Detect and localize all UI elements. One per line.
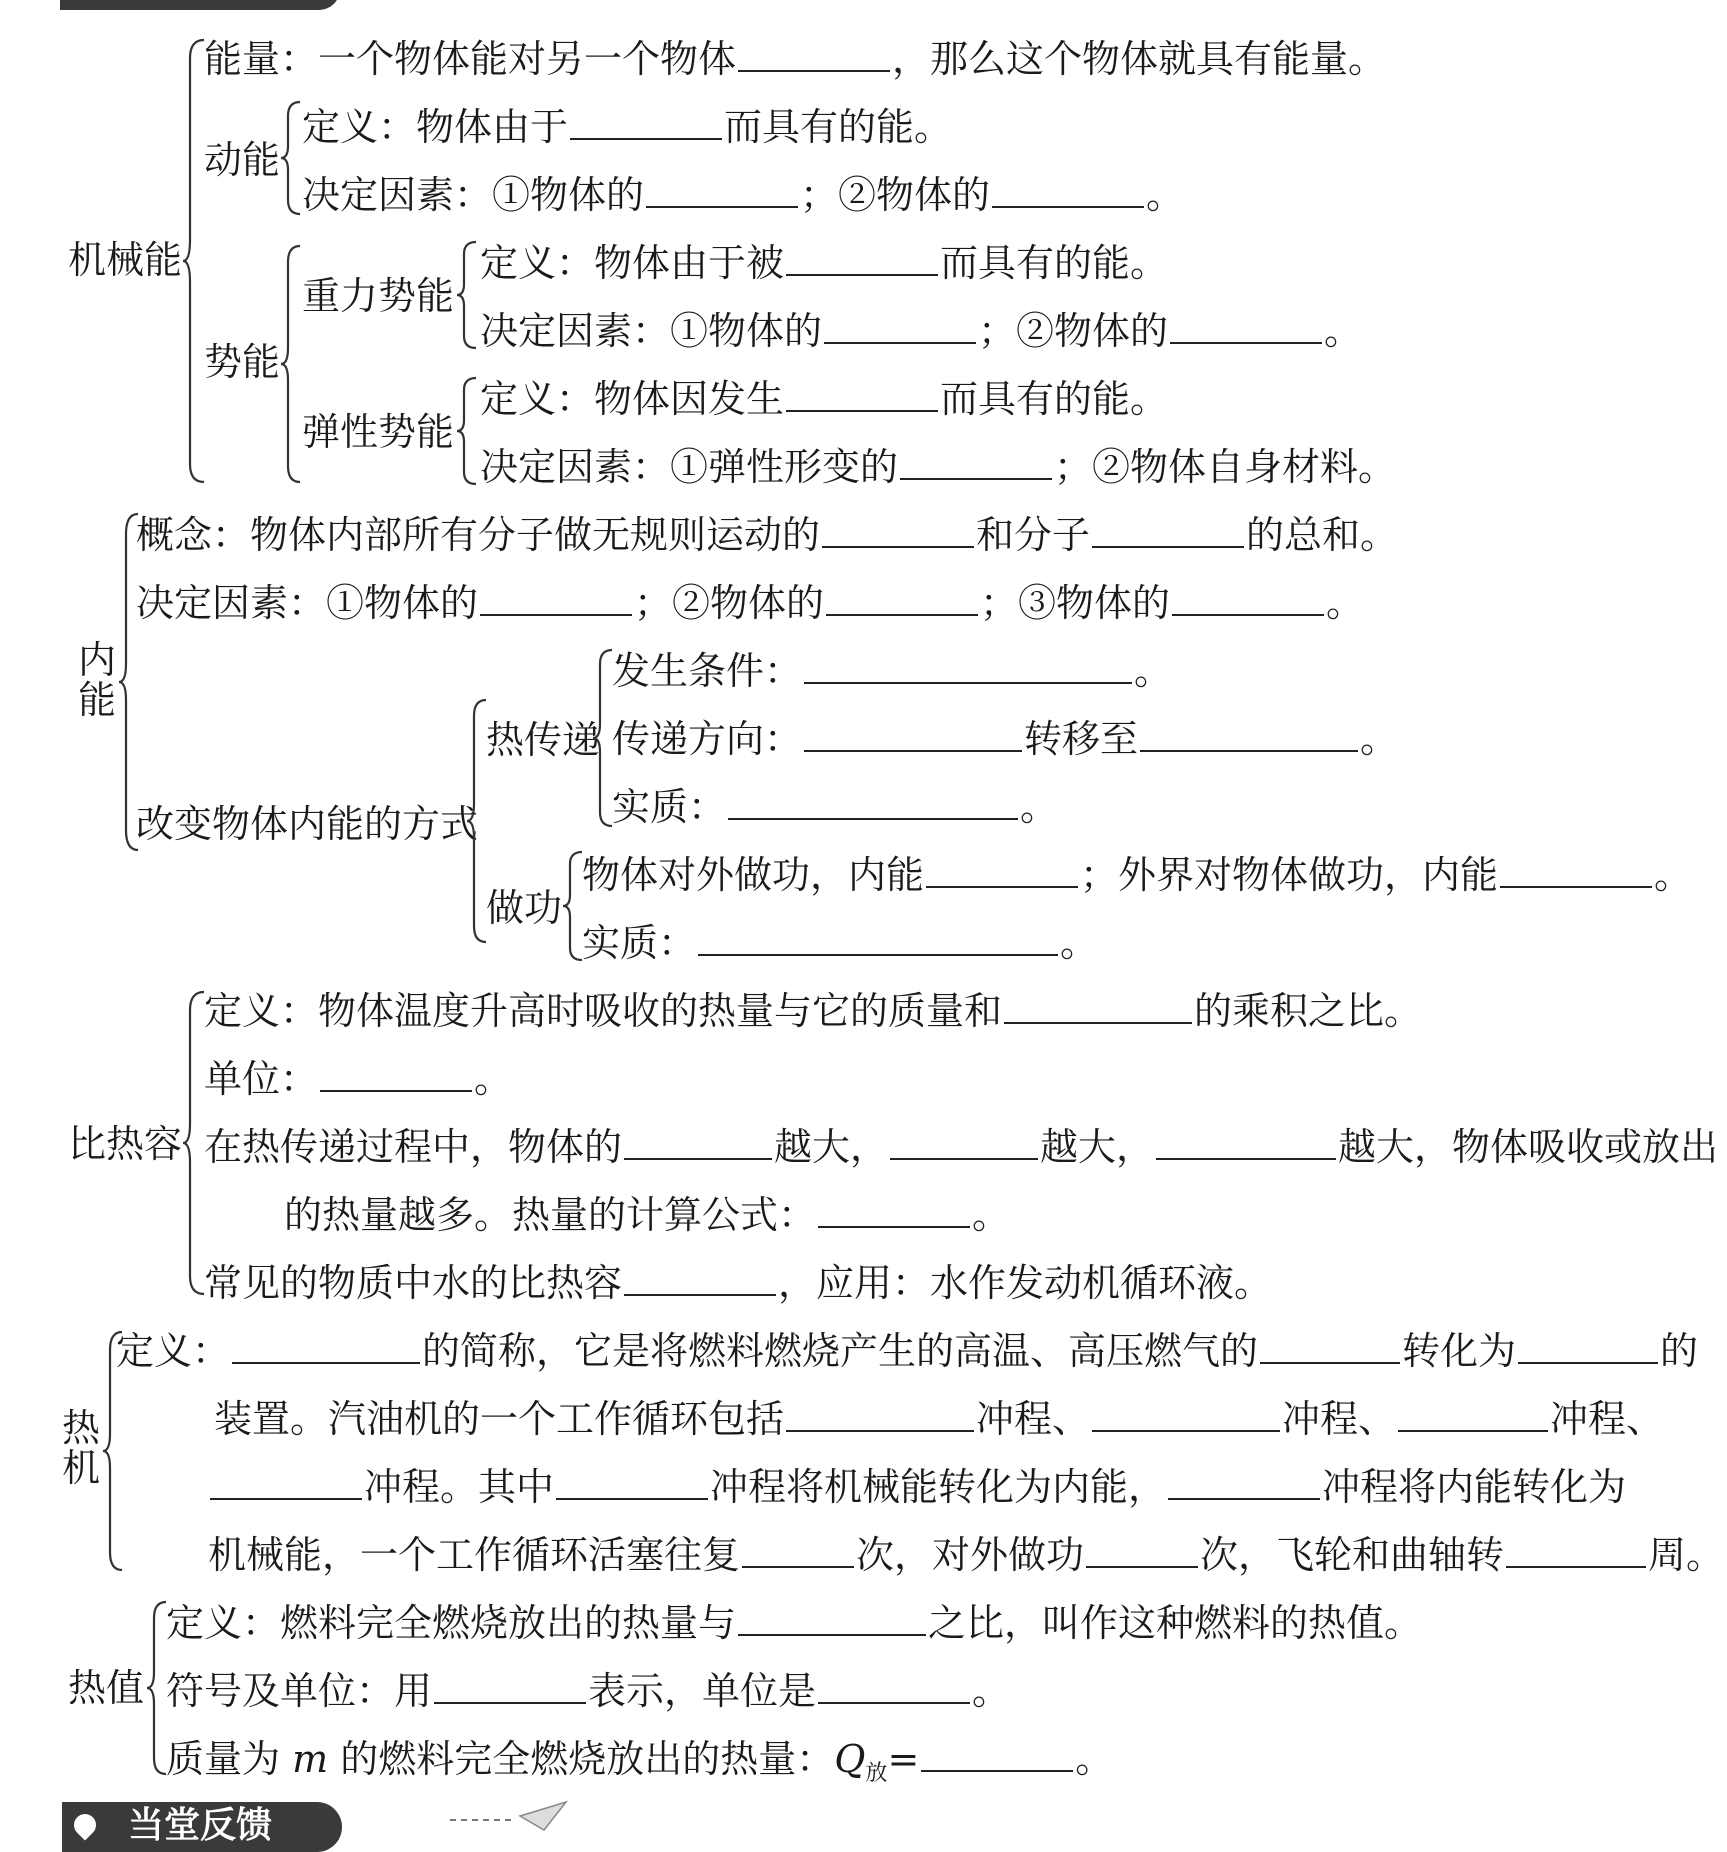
section-header-feedback [62, 1802, 342, 1852]
blank[interactable] [1170, 304, 1322, 344]
sh-def-line [204, 984, 1422, 1035]
elastic-def-line [480, 372, 1168, 423]
sh-formula-a: 的热量越多。热量的计算公式： [284, 1193, 817, 1237]
sh-formula-b: 。 [972, 1193, 1011, 1237]
blank[interactable] [210, 1460, 362, 1500]
he-l1-d: 的 [1660, 1329, 1699, 1373]
he-l2-a: 装置。汽油机的一个工作循环包括 [214, 1397, 785, 1441]
sh-transfer-c: 越大， [1040, 1125, 1155, 1169]
blank[interactable] [1398, 1392, 1548, 1432]
hv-def-line [166, 1596, 1422, 1647]
heat-symbol: Q [834, 1737, 866, 1781]
gravity-fac-a: 决定因素：①物体的 [480, 309, 823, 353]
sh-def-a: 定义：物体温度升高时吸收的热量与它的质量和 [204, 989, 1003, 1033]
concept-b: 和分子 [976, 513, 1091, 557]
he-l2-b: 冲程、 [976, 1397, 1091, 1441]
blank[interactable] [646, 168, 798, 208]
sh-unit-b: 。 [474, 1057, 513, 1101]
blank[interactable] [1518, 1324, 1658, 1364]
factor-c: ；③物体的 [980, 581, 1171, 625]
heat-subscript: 放 [865, 1761, 888, 1786]
blank[interactable] [742, 1528, 854, 1568]
blank[interactable] [624, 1256, 776, 1296]
gravity-def-b: 而具有的能。 [940, 241, 1169, 285]
mass-symbol: m [292, 1737, 329, 1781]
energy-line [204, 32, 1386, 83]
direction-a: 传递方向： [612, 717, 803, 761]
paper-plane-icon [440, 1796, 570, 1839]
elastic-brace [456, 376, 478, 486]
he-l1-a: 定义： [116, 1329, 231, 1373]
blank[interactable] [1172, 576, 1324, 616]
blank[interactable] [992, 168, 1144, 208]
concept-c: 的总和。 [1246, 513, 1399, 557]
work-line [582, 848, 1692, 899]
blank[interactable] [1506, 1528, 1646, 1568]
gravity-brace [456, 240, 478, 350]
blank[interactable] [738, 32, 890, 72]
blank[interactable] [786, 372, 938, 412]
he-line3 [208, 1460, 1626, 1511]
he-l1-b: 的简称，它是将燃料燃烧产生的高温、高压燃气的 [422, 1329, 1259, 1373]
elastic-fac-b: ；②物体自身材料。 [1054, 445, 1397, 489]
sh-transfer-line [204, 1120, 1718, 1171]
heat-essence-line [612, 780, 1058, 831]
hv-formula-a: 质量为 [166, 1737, 281, 1781]
sh-transfer-d: 越大，物体吸收或放出 [1338, 1125, 1719, 1169]
elastic-factor-line [480, 440, 1396, 491]
work-c: 。 [1654, 853, 1693, 897]
gravity-fac-b: ；②物体的 [978, 309, 1169, 353]
kinetic-fac-a: 决定因素：①物体的 [302, 173, 645, 217]
elastic-def-b: 而具有的能。 [940, 377, 1169, 421]
he-l4-d: 周。 [1648, 1533, 1725, 1577]
hv-symbol-a: 符号及单位：用 [166, 1669, 433, 1713]
change-brace [466, 698, 488, 944]
sh-water-line [204, 1256, 1272, 1307]
blank[interactable] [804, 644, 1132, 684]
blank[interactable] [1500, 848, 1652, 888]
work-b: ；外界对物体做功，内能 [1080, 853, 1499, 897]
hv-formula-b: 的燃料完全燃烧放出的热量： [340, 1737, 835, 1781]
specific-heat-label: 比热容 [68, 1122, 183, 1166]
blank[interactable] [786, 1392, 974, 1432]
blank[interactable] [818, 1188, 970, 1228]
blank[interactable] [822, 508, 974, 548]
kinetic-brace [280, 100, 302, 216]
blank[interactable] [786, 236, 938, 276]
sh-def-b: 的乘积之比。 [1194, 989, 1423, 1033]
work-a: 物体对外做功，内能 [582, 853, 925, 897]
blank[interactable] [818, 1664, 970, 1704]
he-l2-d: 冲程、 [1550, 1397, 1665, 1441]
factor-b: ；②物体的 [634, 581, 825, 625]
hv-formula-c: 。 [1075, 1737, 1114, 1781]
he-l3-b: 冲程将机械能转化为内能， [710, 1465, 1167, 1509]
blank[interactable] [1140, 712, 1358, 752]
blank[interactable] [1092, 1392, 1280, 1432]
blank[interactable] [1168, 1460, 1320, 1500]
blank[interactable] [1004, 984, 1192, 1024]
blank[interactable] [1260, 1324, 1400, 1364]
factor-a: 决定因素：①物体的 [136, 581, 479, 625]
blank[interactable] [738, 1596, 926, 1636]
hv-symbol-b: 表示，单位是 [588, 1669, 817, 1713]
direction-c: 。 [1360, 717, 1399, 761]
section-header-top [60, 0, 340, 10]
kinetic-def-line [302, 100, 952, 151]
kinetic-label: 动能 [204, 138, 281, 182]
blank[interactable] [1156, 1120, 1336, 1160]
kinetic-def-a: 定义：物体由于 [302, 105, 569, 149]
kinetic-fac-b: ；②物体的 [800, 173, 991, 217]
heat-essence-b: 。 [1020, 785, 1059, 829]
condition-a: 发生条件： [612, 649, 803, 693]
factor-d: 。 [1326, 581, 1365, 625]
blank[interactable] [900, 440, 1052, 480]
he-l4-c: 次，飞轮和曲轴转 [1200, 1533, 1505, 1577]
direction-b: 转移至 [1024, 717, 1139, 761]
blank[interactable] [728, 780, 1018, 820]
gravity-def-a: 定义：物体由于被 [480, 241, 785, 285]
sh-unit-line [204, 1052, 512, 1103]
work-essence-a: 实质： [582, 921, 697, 965]
blank[interactable] [1092, 508, 1244, 548]
elastic-fac-a: 决定因素：①弹性形变的 [480, 445, 899, 489]
he-l3-c: 冲程将内能转化为 [1322, 1465, 1627, 1509]
blank[interactable] [570, 100, 722, 140]
energy-text-a: 能量：一个物体能对另一个物体 [204, 37, 737, 81]
blank[interactable] [804, 712, 1022, 752]
kinetic-def-b: 而具有的能。 [724, 105, 953, 149]
blank[interactable] [826, 576, 978, 616]
work-essence-b: 。 [1060, 921, 1099, 965]
sh-unit-a: 单位： [204, 1057, 319, 1101]
hv-symbol-line [166, 1664, 1010, 1715]
internal-label: 内能 [78, 638, 117, 722]
elastic-def-a: 定义：物体因发生 [480, 377, 785, 421]
work-essence-line [582, 916, 1098, 967]
blank[interactable] [824, 304, 976, 344]
heat-value-label: 热值 [68, 1666, 145, 1710]
potential-brace [280, 244, 302, 484]
sh-transfer-a: 在热传递过程中，物体的 [204, 1125, 623, 1169]
potential-label: 势能 [204, 340, 281, 384]
mech-label: 机械能 [68, 238, 183, 282]
feedback-title: 当堂反馈 [128, 1805, 273, 1846]
heat-transfer-label: 热传递 [486, 718, 601, 762]
sh-water-a: 常见的物质中水的比热容 [204, 1261, 623, 1305]
work-brace [562, 850, 584, 962]
mech-brace [182, 38, 206, 484]
blank[interactable] [1086, 1528, 1198, 1568]
hv-formula-line [166, 1732, 1113, 1798]
blank[interactable] [698, 916, 1058, 956]
blank[interactable] [624, 1120, 772, 1160]
location-pin-icon [69, 1809, 100, 1840]
change-label: 改变物体内能的方式 [136, 802, 479, 846]
blank[interactable] [434, 1664, 586, 1704]
sh-formula-line [284, 1188, 1010, 1239]
elastic-label: 弹性势能 [302, 410, 455, 454]
blank[interactable] [320, 1052, 472, 1092]
internal-concept-line [136, 508, 1398, 559]
heat-transfer-brace [592, 648, 614, 828]
kinetic-factor-line [302, 168, 1184, 219]
he-line4 [208, 1528, 1724, 1579]
concept-a: 概念：物体内部所有分子做无规则运动的 [136, 513, 821, 557]
sh-water-b: ，应用：水作发动机循环液。 [778, 1261, 1273, 1305]
blank[interactable] [926, 848, 1078, 888]
gravity-factor-line [480, 304, 1362, 355]
heat-condition-line [612, 644, 1172, 695]
hv-symbol-c: 。 [972, 1669, 1011, 1713]
gravity-label: 重力势能 [302, 274, 455, 318]
equals-sign: = [887, 1737, 920, 1781]
hv-def-a: 定义：燃料完全燃烧放出的热量与 [166, 1601, 737, 1645]
blank[interactable] [556, 1460, 708, 1500]
internal-factor-line [136, 576, 1364, 627]
condition-b: 。 [1134, 649, 1173, 693]
he-l4-a: 机械能，一个工作循环活塞往复 [208, 1533, 741, 1577]
specific-heat-brace [182, 990, 206, 1296]
blank[interactable] [921, 1732, 1073, 1772]
he-l1-c: 转化为 [1402, 1329, 1517, 1373]
gravity-def-line [480, 236, 1168, 287]
he-line2 [214, 1392, 1664, 1443]
he-l4-b: 次，对外做功 [856, 1533, 1085, 1577]
blank[interactable] [890, 1120, 1038, 1160]
he-l3-a: 冲程。其中 [364, 1465, 555, 1509]
work-label: 做功 [486, 886, 563, 930]
he-l2-c: 冲程、 [1282, 1397, 1397, 1441]
heat-engine-label: 热机 [62, 1406, 101, 1490]
heat-essence-a: 实质： [612, 785, 727, 829]
hv-def-b: 之比，叫作这种燃料的热值。 [928, 1601, 1423, 1645]
blank[interactable] [480, 576, 632, 616]
he-line1 [116, 1324, 1698, 1375]
heat-direction-line [612, 712, 1398, 763]
energy-text-b: ，那么这个物体就具有能量。 [892, 37, 1387, 81]
gravity-fac-c: 。 [1324, 309, 1363, 353]
sh-transfer-b: 越大， [774, 1125, 889, 1169]
blank[interactable] [232, 1324, 420, 1364]
kinetic-fac-c: 。 [1146, 173, 1185, 217]
heat-value-brace [146, 1600, 168, 1776]
